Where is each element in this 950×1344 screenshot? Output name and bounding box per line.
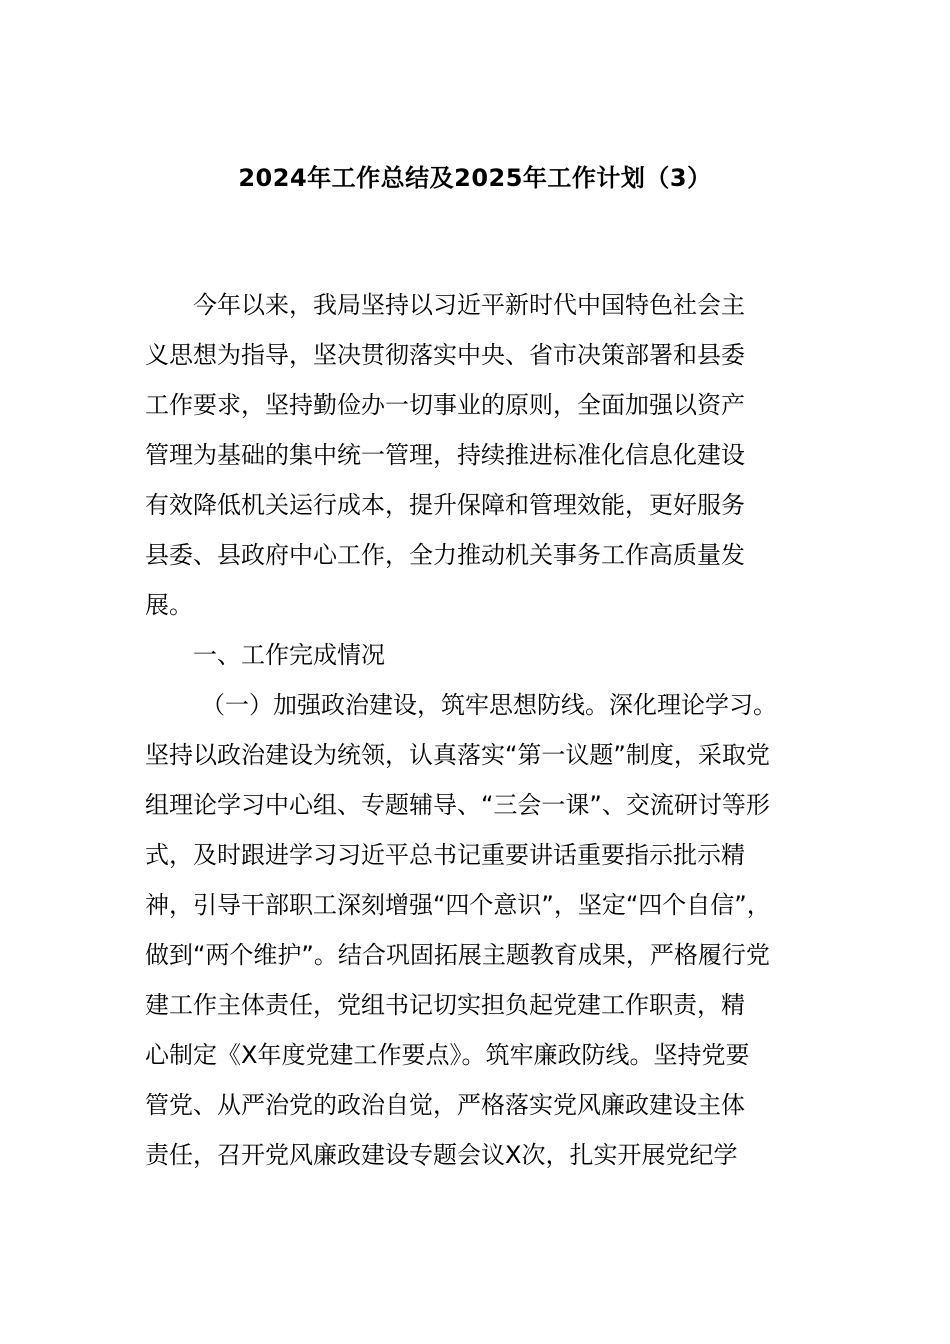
- paragraph-line: 有效降低机关运行成本，提升保障和管理效能，更好服务: [145, 491, 745, 519]
- document-body: [145, 280, 815, 1180]
- document-title: 2024年工作总结及2025年工作计划（3）: [238, 164, 712, 192]
- paragraph-line: 县委、县政府中心工作，全力推动机关事务工作高质量发: [145, 541, 745, 569]
- paragraph-line: 神，引导干部职工深刻增强“四个意识”，坚定“四个自信”，: [145, 891, 771, 919]
- paragraph-line: 式，及时跟进学习习近平总书记重要讲话重要指示批示精: [145, 841, 745, 869]
- paragraph-line: 坚持以政治建设为统领，认真落实“第一议题”制度，采取党: [145, 741, 770, 769]
- paragraph-line: 责任，召开党风廉政建设专题会议X次，扎实开展党纪学: [145, 1141, 738, 1169]
- paragraph-line: 管理为基础的集中统一管理，持续推进标准化信息化建设: [145, 441, 745, 469]
- paragraph-line: 展。: [145, 591, 193, 619]
- paragraph-line: 今年以来，我局坚持以习近平新时代中国特色社会主: [193, 291, 745, 319]
- paragraph-line: 做到“两个维护”。结合巩固拓展主题教育成果，严格履行党: [145, 941, 770, 969]
- paragraph-line: 管党、从严治党的政治自觉，严格落实党风廉政建设主体: [145, 1091, 745, 1119]
- paragraph-line: 组理论学习中心组、专题辅导、“三会一课”、交流研讨等形: [145, 791, 770, 819]
- paragraph-line: 工作要求，坚持勤俭办一切事业的原则，全面加强以资产: [145, 391, 745, 419]
- paragraph-line: 建工作主体责任，党组书记切实担负起党建工作职责，精: [145, 991, 745, 1019]
- subsection-line: （一）加强政治建设，筑牢思想防线。深化理论学习。: [201, 691, 777, 719]
- paragraph-line: 义思想为指导，坚决贯彻落实中央、省市决策部署和县委: [145, 341, 745, 369]
- paragraph-line: 心制定《X年度党建工作要点》。筑牢廉政防线。坚持党要: [145, 1041, 750, 1069]
- section-heading: 一、工作完成情况: [193, 641, 385, 669]
